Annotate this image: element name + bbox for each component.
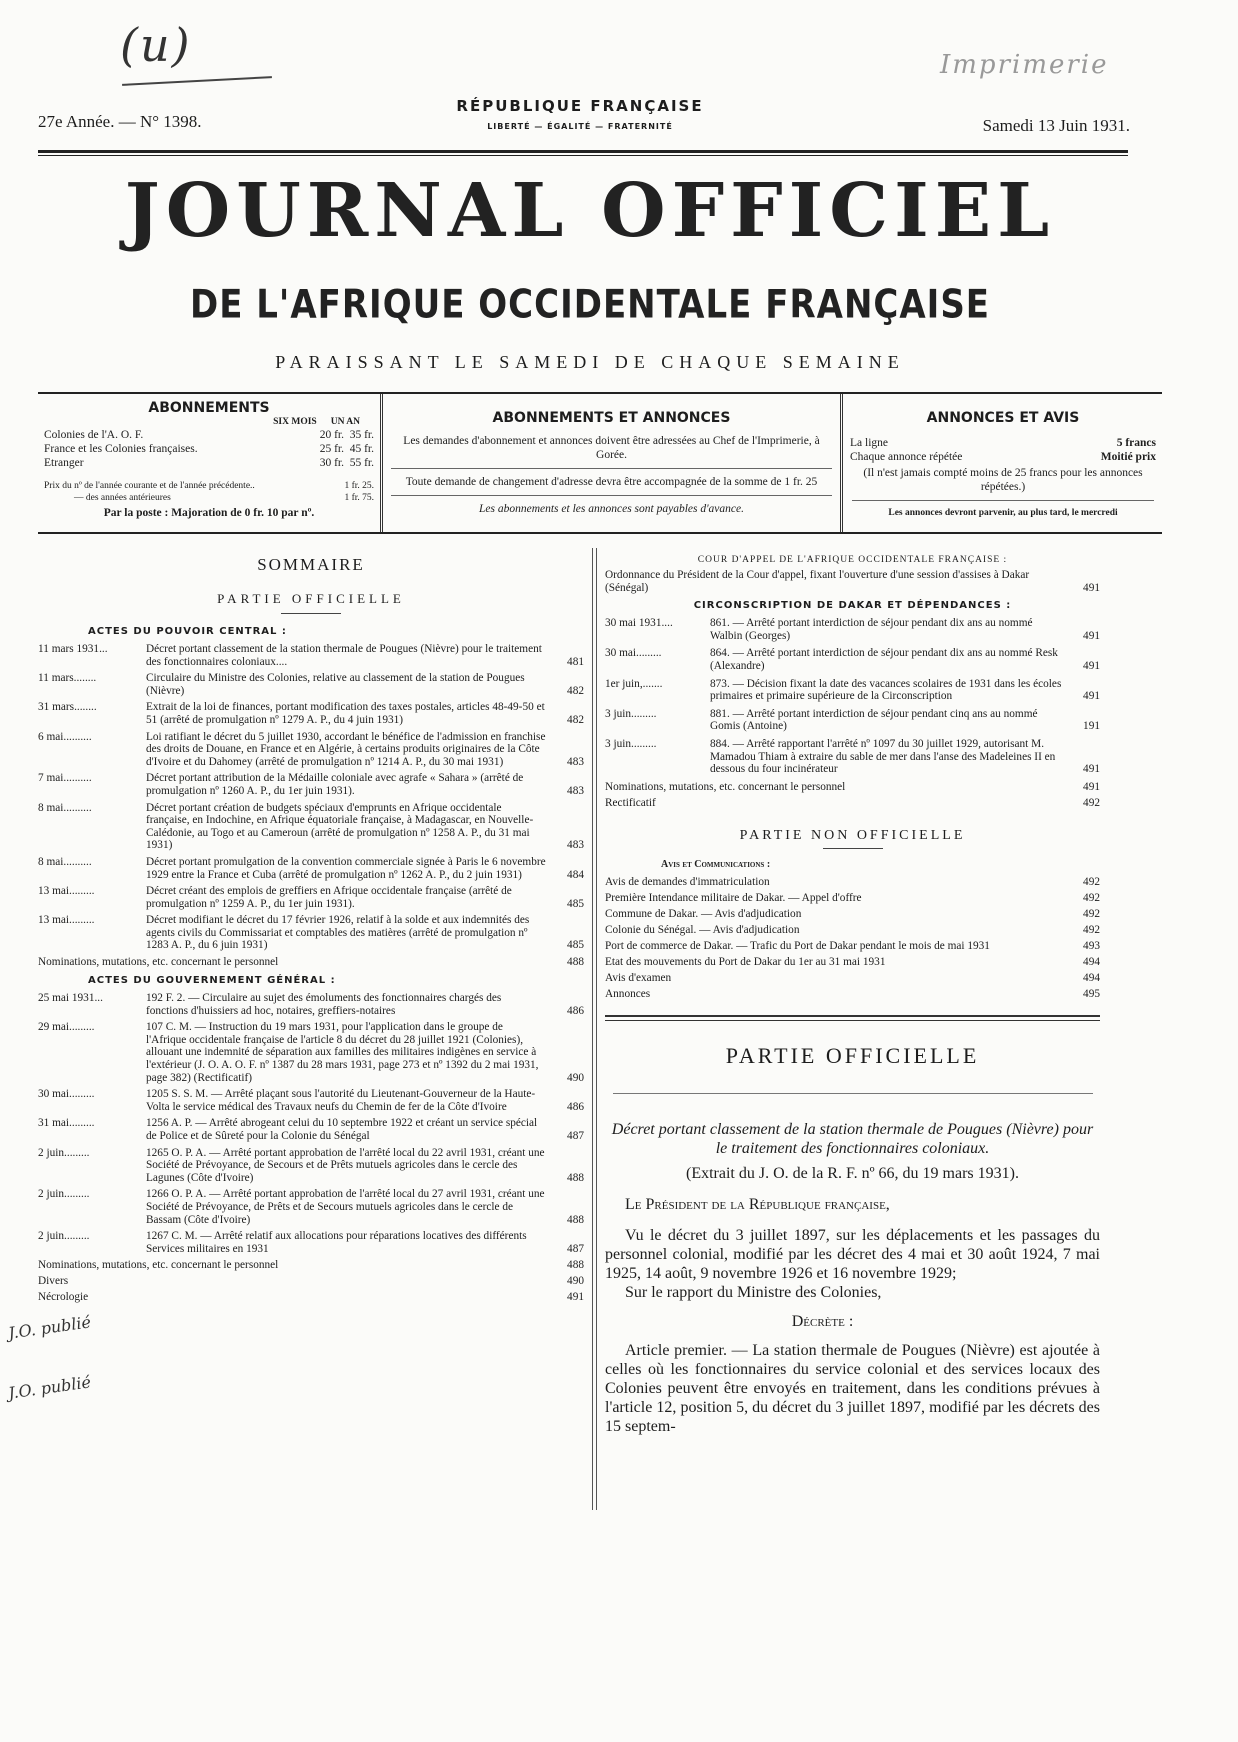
toc-entry bbox=[605, 956, 1100, 969]
handwritten-mark: (u) bbox=[120, 18, 192, 72]
column-divider bbox=[596, 548, 597, 1510]
entry-title: 884. — Arrêté rapportant l'arrêté nº 1097 du 30 juillet 1929, autorisant M. Mamadou Thiam à extraire du sable de mer dans l'anse des Madeleines II en dessous du four incinérateur bbox=[710, 737, 1056, 776]
column-divider bbox=[592, 548, 593, 1510]
toc-entry: Ordonnance du Président de la Cour d'appel, fixant l'ouverture d'une session d'assises à Dakar (Sénégal) 491 bbox=[605, 569, 1100, 594]
entry-title: 1205 S. S. M. — Arrêté plaçant sous l'autorité du Lieutenant-Gouverneur de la Haute-Volta le service médical des Travaux neufs du Chemin de fer de la Côte d'Ivoire bbox=[146, 1088, 536, 1113]
entry-page: 485 bbox=[567, 939, 584, 952]
toc-entry bbox=[605, 892, 1100, 905]
toc-entry bbox=[38, 701, 584, 726]
entry-date: 6 mai.......... bbox=[38, 730, 92, 743]
handwritten-underline bbox=[122, 76, 272, 86]
entry-page: 488 bbox=[567, 1213, 584, 1226]
entry-title: 1265 O. P. A. — Arrêté portant approbation de l'arrêté local du 22 avril 1931, créant une Société de Prévoyance, de Secours et de Prêts mutuels agricoles dans le cercle des Lagunes (Côte d'Ivoire) bbox=[146, 1146, 545, 1184]
entry-title: Commune de Dakar. — Avis d'adjudication bbox=[605, 907, 802, 920]
entry-page: 492 bbox=[1083, 923, 1100, 936]
vu-paragraph: Vu le décret du 3 juillet 1897, sur les déplacements et les passages du personnel colonial, modifié par les décret des 4 mai et 30 août 1924, 7 mai 1925, 14 août, 9 novembre 1926 et 16 novembre 1929; bbox=[605, 1226, 1100, 1282]
toc-entry bbox=[605, 647, 1100, 672]
toc-entry bbox=[605, 617, 1100, 642]
entry-date: 11 mars........ bbox=[38, 672, 97, 685]
entry-title: Circulaire du Ministre des Colonies, relative au classement de la station de Pougues (Nièvre) bbox=[146, 672, 525, 697]
entry-page: 490 bbox=[567, 1071, 584, 1084]
entry-page: 491 bbox=[1083, 659, 1100, 672]
entry-date: 7 mai.......... bbox=[38, 772, 92, 785]
abonnement-row: Etranger 30 fr. 55 fr. bbox=[44, 457, 374, 469]
toc-entry bbox=[38, 1188, 584, 1226]
entry-title: Première Intendance militaire de Dakar. — Appel d'offre bbox=[605, 891, 862, 904]
toc-entry bbox=[605, 678, 1100, 703]
dakar-heading: CIRCONSCRIPTION DE DAKAR ET DÉPENDANCES : bbox=[693, 600, 1012, 612]
annonces-text-1: Les demandes d'abonnement et annonces doivent être adressées au Chef de l'Imprimerie, à Gorée. bbox=[403, 435, 820, 461]
toc-entry bbox=[605, 876, 1100, 889]
entry-page: 492 bbox=[1083, 891, 1100, 904]
issue-number: 27e Année. — N° 1398. bbox=[38, 112, 202, 131]
entry-page: 191 bbox=[1083, 720, 1100, 733]
republic-motto: LIBERTÉ — ÉGALITÉ — FRATERNITÉ bbox=[487, 122, 673, 131]
entry-date: 8 mai.......... bbox=[38, 801, 92, 814]
entry-date: 1er juin,....... bbox=[605, 677, 663, 690]
entry-page: 486 bbox=[567, 1004, 584, 1017]
decret-title: Décret portant classement de la station thermale de Pougues (Nièvre) pour le traitement des fonctionnaires coloniaux. bbox=[611, 1120, 1094, 1157]
entry-page: 491 bbox=[1083, 629, 1100, 642]
toc-entry bbox=[38, 1230, 584, 1255]
toc-entry bbox=[605, 972, 1100, 985]
entry-title: Décret portant promulgation de la convention commerciale signée à Paris le 6 novembre 1929 entre la France et Cuba (arrêté de promulgation nº 1262 A. P., du 2 juin 1931) bbox=[146, 855, 546, 881]
entry-page: 494 bbox=[1083, 955, 1100, 968]
article-premier: Article premier. — La station thermale de Pougues (Nièvre) est ajoutée à celles où les fonctionnaires du service colonial et des services locaux des Colonies peuvent être envoyés en traitement, dans les conditions prévues à l'article 12, position 5, du décret du 3 juillet 1897, modifié par les décrets des 15 septem- bbox=[605, 1341, 1100, 1435]
entry-title: Avis de demandes d'immatriculation bbox=[605, 875, 770, 888]
entry-date: 30 mai......... bbox=[605, 647, 662, 660]
abonnements-rows bbox=[38, 428, 380, 470]
entry-page: 491 bbox=[567, 1291, 584, 1304]
abonnements-panel bbox=[38, 394, 383, 532]
rapport-paragraph: Sur le rapport du Ministre des Colonies, bbox=[625, 1283, 882, 1301]
entry-page: 491 bbox=[1083, 780, 1100, 793]
extrait-reference: (Extrait du J. O. de la R. F. nº 66, du 19 mars 1931). bbox=[686, 1164, 1019, 1182]
entry-page: 490 bbox=[567, 1275, 584, 1288]
entry-page: 495 bbox=[1083, 987, 1100, 1000]
entry-date: 13 mai......... bbox=[38, 914, 95, 927]
entry-title: Loi ratifiant le décret du 5 juillet 1930, accordant le bénéfice de l'admission en franchise des droits de Douane, en France et en Algérie, à certains produits originaires de la Côte d'Ivoire et du Dahomey (arrêté de promulgation nº 1214 A. P., du 30 mai 1931) bbox=[146, 730, 546, 768]
pouvoir-central-heading: ACTES DU POUVOIR CENTRAL : bbox=[88, 626, 287, 637]
entry-title: Extrait de la loi de finances, portant modification des taxes postales, articles 48-49-50 et 51 (arrêté de promulgation nº 1279 A. P., du 4 juin 1931) bbox=[146, 701, 545, 726]
entry-page: 492 bbox=[1083, 875, 1100, 888]
entry-title: 1256 A. P. — Arrêté abrogeant celui du 10 septembre 1922 et créant un service spécial de Police et de Sûreté pour la Colonie du Sénégal bbox=[146, 1117, 538, 1142]
dakar-list bbox=[605, 617, 1100, 776]
margin-note: J.O. publié bbox=[7, 1312, 93, 1343]
entry-title: Avis d'examen bbox=[605, 971, 672, 984]
entry-date: 31 mars........ bbox=[38, 701, 97, 714]
avis-note: (Il n'est jamais compté moins de 25 francs pour les annonces répétées.) bbox=[863, 467, 1143, 493]
entry-title: 873. — Décision fixant la date des vacances scolaires de 1931 dans les écoles primaires et primaire supérieure de la Circonscription bbox=[710, 677, 1062, 703]
avis-deadline: Les annonces devront parvenir, au plus tard, le mercredi bbox=[888, 508, 1118, 518]
entry-page: 488 bbox=[567, 1259, 584, 1272]
entry-page: 483 bbox=[567, 784, 584, 797]
entry-date: 3 juin......... bbox=[605, 737, 657, 750]
toc-entry bbox=[38, 731, 584, 769]
general-list bbox=[38, 992, 584, 1255]
price-row: Prix du nº de l'année courante et de l'année précédente.. 1 fr. 25. bbox=[44, 481, 374, 491]
toc-entry bbox=[38, 643, 584, 668]
entry-title: Nécrologie bbox=[38, 1291, 89, 1304]
entry-title: 861. — Arrêté portant interdiction de séjour pendant dix ans au nommé Walbin (Georges) bbox=[710, 617, 1033, 642]
toc-entry bbox=[38, 856, 584, 881]
toc-entry bbox=[605, 940, 1100, 953]
annonces-panel bbox=[383, 394, 843, 532]
entry-page: 492 bbox=[1083, 907, 1100, 920]
dakar-totals bbox=[605, 781, 1100, 810]
toc-entry bbox=[605, 924, 1100, 937]
toc-entry bbox=[38, 992, 584, 1017]
entry-date: 30 mai 1931.... bbox=[605, 617, 673, 630]
abonnement-row: France et les Colonies françaises. 25 fr. 45 fr. bbox=[44, 443, 374, 455]
entry-title: Décret portant création de budgets spéciaux d'emprunts en Afrique occidentale française, en Indochine, en Afrique équatoriale française, à Madagascar, en Nouvelle-Calédonie, au Togo et au Cameroun (arrêté de promulgation nº 1258 A. P., du 31 mai 1931) bbox=[146, 801, 534, 852]
header-rule bbox=[38, 150, 1128, 153]
entry-title: Annonces bbox=[605, 987, 651, 1000]
toc-entry bbox=[38, 1291, 584, 1304]
toc-entry bbox=[605, 797, 1100, 810]
toc-entry bbox=[38, 1259, 584, 1272]
entry-title: Décret créant des emplois de greffiers en Afrique occidentale française (arrêté de promulgation nº 1259 A. P., du 1er juin 1931). bbox=[146, 885, 512, 910]
avis-title: ANNONCES ET AVIS bbox=[926, 410, 1080, 426]
entry-date: 2 juin......... bbox=[38, 1146, 90, 1159]
president-heading: Le Président de la République française, bbox=[625, 1195, 890, 1213]
avis-row: La ligne 5 francs bbox=[850, 437, 1156, 449]
toc-entry bbox=[605, 708, 1100, 733]
annonces-text-2: Toute demande de changement d'adresse devra être accompagnée de la somme de 1 fr. 25 bbox=[405, 476, 818, 488]
right-column bbox=[605, 555, 1100, 1436]
entry-title: 1267 C. M. — Arrêté relatif aux allocations pour réparations locatives des différents Services militaires en 1931 bbox=[146, 1230, 527, 1255]
partie-officielle-heading: PARTIE OFFICIELLE bbox=[217, 591, 405, 606]
subscription-box bbox=[38, 392, 1162, 534]
toc-entry bbox=[38, 1021, 584, 1084]
entry-title: 192 F. 2. — Circulaire au sujet des émoluments des fonctionnaires chargés des fonctions d'huissiers ad hoc, notaires, greffiers-notaires bbox=[146, 992, 502, 1017]
left-totals bbox=[38, 1259, 584, 1304]
avis-row: Chaque annonce répétée Moitié prix bbox=[850, 451, 1156, 463]
toc-entry bbox=[605, 781, 1100, 794]
toc-total: Nominations, mutations, etc. concernant le personnel 488 bbox=[38, 956, 584, 969]
avis-communications-heading: Avis et Communications : bbox=[661, 858, 771, 870]
publication-frequency: PARAISSANT LE SAMEDI DE CHAQUE SEMAINE bbox=[275, 352, 905, 372]
margin-note: J.O. publié bbox=[7, 1372, 93, 1403]
entry-title: Décret portant classement de la station thermale de Pougues (Nièvre) pour le traitement des fonctionnaires coloniaux.... bbox=[146, 643, 542, 668]
entry-title: Divers bbox=[38, 1275, 69, 1288]
entry-title: Décret modifiant le décret du 17 février 1926, relatif à la solde et aux indemnités des agents civils du Commissariat et comptables des matières (arrêté de promulgation nº 1283 A. P., du 6 juin 1931) bbox=[146, 914, 530, 952]
price-row: — des années antérieures 1 fr. 75. bbox=[74, 493, 374, 503]
entry-title: 1266 O. P. A. — Arrêté portant approbation de l'arrêté local du 27 avril 1931, créant une Société de Prévoyance, de Prêts et de Secours mutuels agricoles dans le cercle de Bassam (Côte d'Ivoire) bbox=[146, 1188, 545, 1226]
entry-page: 491 bbox=[1083, 690, 1100, 703]
entry-title: Etat des mouvements du Port de Dakar du 1er au 31 mai 1931 bbox=[605, 955, 886, 968]
entry-date: 11 mars 1931... bbox=[38, 643, 108, 655]
entry-title: Port de commerce de Dakar. — Trafic du Port de Dakar pendant le mois de mai 1931 bbox=[605, 939, 990, 952]
partie-officielle-title: PARTIE OFFICIELLE bbox=[725, 1042, 980, 1068]
entry-date: 8 mai.......... bbox=[38, 855, 92, 868]
entry-page: 485 bbox=[567, 897, 584, 910]
entry-page: 483 bbox=[567, 839, 584, 852]
pencil-note: Imprimerie bbox=[940, 50, 1109, 80]
entry-date: 29 mai......... bbox=[38, 1021, 95, 1034]
entry-page: 493 bbox=[1083, 939, 1100, 952]
toc-entry bbox=[38, 772, 584, 797]
entry-page: 486 bbox=[567, 1100, 584, 1113]
entry-page: 482 bbox=[567, 713, 584, 726]
entry-page: 492 bbox=[1083, 796, 1100, 809]
toc-entry bbox=[38, 672, 584, 697]
col-un-an: UN AN bbox=[330, 417, 360, 427]
toc-entry bbox=[38, 885, 584, 910]
entry-page: 482 bbox=[567, 684, 584, 697]
entry-date: 2 juin......... bbox=[38, 1230, 90, 1243]
entry-page: 487 bbox=[567, 1130, 584, 1142]
entry-date: 2 juin......... bbox=[38, 1188, 90, 1201]
entry-page: 487 bbox=[567, 1242, 584, 1255]
entry-title: 881. — Arrêté portant interdiction de séjour pendant cinq ans au nommé Gomis (Antoine) bbox=[710, 707, 1038, 733]
toc-entry bbox=[38, 802, 584, 852]
decrete-heading: Décrète : bbox=[791, 1312, 854, 1330]
central-list bbox=[38, 643, 584, 952]
entry-title: Décret portant attribution de la Médaille coloniale avec agrafe « Sahara » (arrêté de promulgation nº 1260 A. P., du 1er juin 1931). bbox=[146, 772, 524, 797]
toc-entry bbox=[38, 1147, 584, 1185]
entry-date: 31 mai......... bbox=[38, 1117, 95, 1130]
toc-entry bbox=[605, 738, 1100, 776]
avis-list bbox=[605, 876, 1100, 1001]
entry-page: 491 bbox=[1083, 763, 1100, 776]
entry-page: 494 bbox=[1083, 971, 1100, 984]
entry-title: Rectificatif bbox=[605, 796, 656, 809]
toc-entry bbox=[605, 988, 1100, 1001]
entry-page: 488 bbox=[567, 1171, 584, 1184]
abonnements-title: ABONNEMENTS bbox=[148, 400, 270, 416]
toc-entry bbox=[605, 908, 1100, 921]
sommaire-column bbox=[38, 555, 584, 1307]
toc-entry bbox=[38, 1088, 584, 1113]
toc-entry bbox=[38, 914, 584, 952]
journal-subtitle: DE L'AFRIQUE OCCIDENTALE FRANÇAISE bbox=[189, 282, 991, 328]
entry-page: 484 bbox=[567, 868, 584, 881]
cour-heading: COUR D'APPEL DE L'AFRIQUE OCCIDENTALE FRANÇAISE : bbox=[697, 555, 1008, 565]
republic-heading: RÉPUBLIQUE FRANÇAISE bbox=[456, 97, 704, 115]
gouvernement-general-heading: ACTES DU GOUVERNEMENT GÉNÉRAL : bbox=[88, 975, 336, 987]
toc-entry bbox=[38, 1117, 584, 1142]
entry-page: 483 bbox=[567, 755, 584, 768]
entry-title: Colonie du Sénégal. — Avis d'adjudication bbox=[605, 923, 800, 936]
entry-title: Nominations, mutations, etc. concernant le personnel bbox=[38, 1259, 279, 1272]
entry-title: 107 C. M. — Instruction du 19 mars 1931, pour l'application dans le groupe de l'Afrique occidentale française de l'article 8 du décret du 28 juillet 1921 (Colonies), allouant une indemnité de séparation aux familles des militaires indigènes en service à l'extérieur (J. O. A. O. F. nº 1387 du 28 mars 1931, page 273 et nº 1392 du 2 mai 1931, page 382) (Rectificatif) bbox=[146, 1021, 539, 1084]
issue-date: Samedi 13 Juin 1931. bbox=[982, 116, 1130, 135]
post-surcharge: Par la poste : Majoration de 0 fr. 10 par nº. bbox=[103, 507, 315, 519]
entry-date: 30 mai......... bbox=[38, 1088, 95, 1101]
avis-panel bbox=[844, 394, 1162, 532]
header-rule-thin bbox=[38, 155, 1128, 156]
annonces-text-3: Les abonnements et les annonces sont payables d'avance. bbox=[479, 503, 744, 515]
annonces-title: ABONNEMENTS ET ANNONCES bbox=[492, 410, 731, 426]
entry-title: Nominations, mutations, etc. concernant le personnel bbox=[605, 780, 846, 793]
entry-page: 481 bbox=[567, 655, 584, 668]
entry-title: 864. — Arrêté portant interdiction de séjour pendant dix ans au nommé Resk (Alexandre) bbox=[710, 647, 1058, 672]
sommaire-heading: SOMMAIRE bbox=[257, 555, 365, 574]
journal-title: JOURNAL OFFICIEL bbox=[124, 168, 1056, 254]
entry-date: 25 mai 1931... bbox=[38, 992, 103, 1005]
col-six-mois: SIX MOIS bbox=[273, 417, 317, 427]
entry-date: 3 juin......... bbox=[605, 707, 657, 720]
toc-entry bbox=[38, 1275, 584, 1288]
partie-non-officielle-heading: PARTIE NON OFFICIELLE bbox=[739, 827, 966, 843]
entry-date: 13 mai......... bbox=[38, 885, 95, 898]
abonnement-row: Colonies de l'A. O. F. 20 fr. 35 fr. bbox=[44, 429, 374, 441]
